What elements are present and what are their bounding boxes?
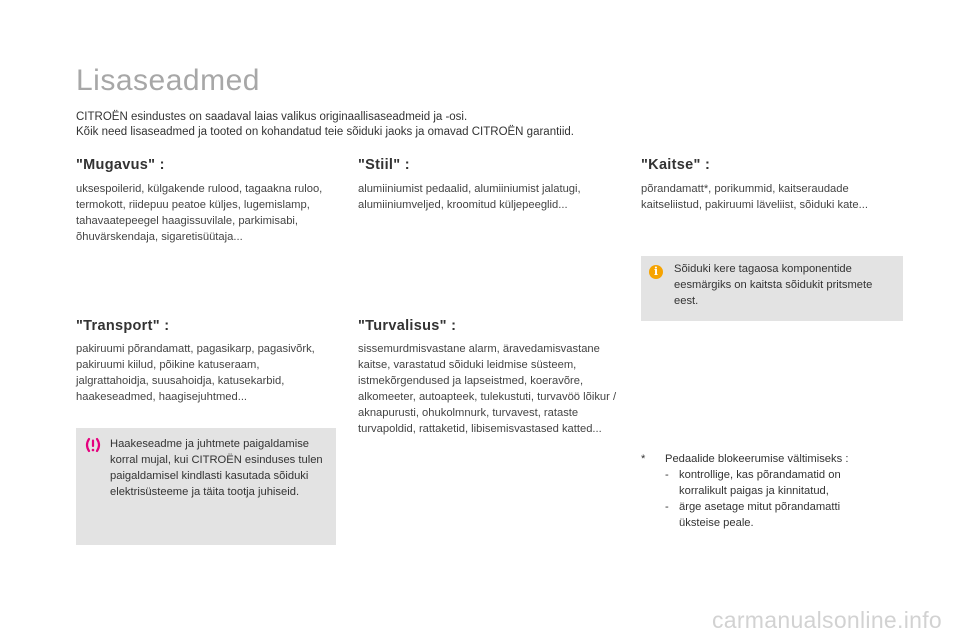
mugavus-body: uksespoilerid, külgakende rulood, tagaakna ruloo, termokott, riidepuu peatoe küljes, lugemislamp, tahavaatepeegel haagissuvilale, parkimisabi, õhuvärskendaja, sigaretisüütaja...	[76, 183, 323, 243]
turvalisus-body: sissemurdmisvastane alarm, äravedamisvastane kaitse, varastatud sõiduki leidmise süsteem, istmekõrgendused ja lapseistmed, koeravõre, alkomeeter, autoapteek, tulekustuti, turvavöö lõikur / aknapurusti, ohukolmnurk, turvavest, rataste turvapoldid, rattaketid, libisemisvastased katted...	[358, 343, 617, 435]
footnote-bullet: -	[665, 501, 669, 513]
footnote-item-1-line-2: korralikult paigas ja kinnitatud,	[679, 485, 829, 497]
footnote-bullet: -	[665, 469, 669, 481]
page-title: Lisaseadmed	[76, 64, 260, 97]
footnote	[641, 451, 848, 531]
footnote-item-2-line-1: ärge asetage mitut põrandamatti	[679, 501, 841, 513]
transport-body: pakiruumi põrandamatt, pagasikarp, pagasivõrk, pakiruumi kiilud, põikine katuseraam, jalgrattahoidja, suusahoidja, katusekarbid, haakeseadmed, haagisejuhtmed...	[76, 343, 315, 403]
intro-line-1: CITROËN esindustes on saadaval laias valikus originaallisaseadmeid ja -osi.	[76, 111, 468, 123]
info-text: Sõiduki kere tagaosa komponentide eesmärgiks on kaitsta sõidukit pritsmete eest.	[674, 263, 873, 307]
footnote-intro: Pedaalide blokeerumise vältimiseks :	[665, 453, 849, 465]
intro-line-2: Kõik need lisaseadmed ja tooted on kohandatud teie sõiduki jaoks ja omavad CITROËN garantiid.	[76, 126, 574, 138]
warning-box	[76, 428, 336, 545]
mugavus-heading: "Mugavus" :	[76, 157, 165, 173]
transport-heading: "Transport" :	[76, 318, 170, 334]
kaitse-heading: "Kaitse" :	[641, 157, 711, 173]
footnote-item-1-line-1: kontrollige, kas põrandamatid on	[679, 469, 841, 481]
info-icon: i	[649, 265, 663, 279]
info-box	[641, 256, 903, 321]
footnote-item-2-line-2: üksteise peale.	[679, 517, 754, 529]
warning-text: Haakeseadme ja juhtmete paigaldamise korral mujal, kui CITROËN esinduses tulen paigaldamisel kindlasti kasutada sõiduki elektrisüsteeme ja täita tootja juhiseid.	[110, 438, 323, 498]
stiil-heading: "Stiil" :	[358, 157, 410, 173]
turvalisus-heading: "Turvalisus" :	[358, 318, 457, 334]
watermark: carmanualsonline.info	[711, 607, 942, 633]
kaitse-body: põrandamatt*, porikummid, kaitseraudade kaitseliistud, pakiruumi läveliist, sõiduki kate...	[641, 183, 868, 211]
intro-text	[76, 110, 876, 140]
warning-icon	[84, 437, 102, 453]
footnote-marker: *	[641, 453, 646, 465]
stiil-body: alumiiniumist pedaalid, alumiiniumist jalatugi, alumiiniumveljed, kroomitud küljepeeglid...	[358, 183, 581, 211]
